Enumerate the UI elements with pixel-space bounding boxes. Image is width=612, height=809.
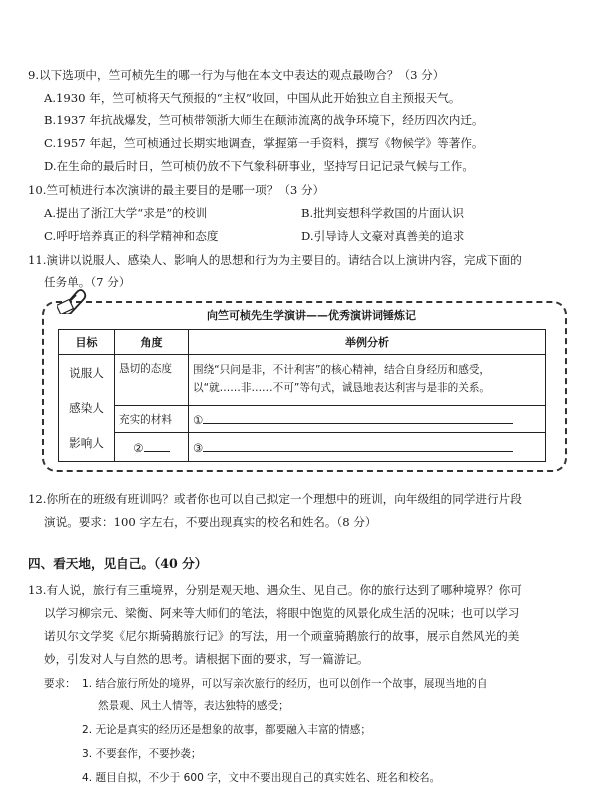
table-header-row xyxy=(59,330,546,355)
q13-line-4: 妙，引发对人与自然的思考。请根据下面的要求，写一篇游记。 xyxy=(44,652,369,666)
analysis-line-2: 以“就……非……不可”等句式，诚恳地表达利害与是非的关系。 xyxy=(193,382,491,394)
angle-cell-1: 恳切的态度 xyxy=(115,355,189,406)
q9-option-c: C.1957 年起，竺可桢通过长期实地调查，掌握第一手资料，撰写《物候学》等著作。 xyxy=(44,136,484,150)
analysis-cell-1 xyxy=(189,355,546,406)
task-table xyxy=(58,329,546,462)
analysis-line-1: 围绕“只问是非，不计利害”的核心精神，结合自身经历和感受， xyxy=(193,364,491,376)
q13-requirement-4: 4. 题目自拟，不少于 600 字，文中不要出现自己的真实姓名、班名和校名。 xyxy=(82,772,441,784)
q13-line-2: 以学习柳宗元、梁衡、阿来等大师们的笔法，将眼中饱览的风景化成生活的况味；也可以学习 xyxy=(44,606,520,620)
table-row xyxy=(59,355,546,406)
q13-requirement-1: 1. 结合旅行所处的境界，可以写亲次旅行的经历，也可以创作一个故事，展现当地的自 xyxy=(82,678,488,690)
analysis-cell-2[interactable] xyxy=(189,406,546,433)
q10-option-b: B.批判妄想科学救国的片面认识 xyxy=(301,206,464,220)
q9-stem: 9.以下选项中，竺可桢先生的哪一行为与他在本文中表达的观点最吻合？（3 分） xyxy=(28,68,445,82)
q10-stem: 10.竺可桢进行本次演讲的最主要目的是哪一项？（3 分） xyxy=(28,183,325,197)
answer-blank-2[interactable] xyxy=(144,439,170,452)
q13-requirement-1-cont: 然景观、风土人情等，表达独特的感受； xyxy=(98,700,289,712)
q9-option-d: D.在生命的最后时日，竺可桢仍放不下气象科研事业，坚持写日记记录气候与工作。 xyxy=(44,159,474,173)
goal-influence: 影响人 xyxy=(69,435,104,450)
paperclip-icon xyxy=(57,288,87,314)
answer-blank-3[interactable] xyxy=(203,439,513,452)
angle-cell-3[interactable] xyxy=(115,433,189,462)
table-row xyxy=(59,406,546,433)
header-angle: 角度 xyxy=(115,330,189,355)
q11-prompt-line-2: 任务单。（7 分） xyxy=(44,275,131,289)
table-row xyxy=(59,433,546,462)
q12-prompt-line-1: 12.你所在的班级有班训吗？或者你也可以自己拟定一个理想中的班训，向年级组的同学进行片段 xyxy=(28,492,522,506)
analysis-cell-3[interactable] xyxy=(189,433,546,462)
angle-cell-2: 充实的材料 xyxy=(115,406,189,433)
q13-line-1: 13.有人说，旅行有三重境界，分别是观天地、遇众生、见自己。你的旅行达到了哪种境界？你可 xyxy=(28,583,522,597)
blank-marker-1: ① xyxy=(193,413,204,427)
blank-marker-3: ③ xyxy=(193,441,204,455)
q13-requirement-2: 2. 无论是真实的经历还是想象的故事，都要融入丰富的情感； xyxy=(82,724,371,736)
q13-requirements-label: 要求： xyxy=(44,678,76,690)
task-card-title: 向竺可桢先生学演讲——优秀演讲词锤炼记 xyxy=(207,309,416,322)
goals-cell xyxy=(59,355,115,462)
q13-line-3: 诺贝尔文学奖《尼尔斯骑鹅旅行记》的写法，用一个顽童骑鹅旅行的故事，展示自然风光的美 xyxy=(44,629,520,643)
q10-option-a: A.提出了浙江大学“求是”的校训 xyxy=(44,206,208,220)
q10-option-d: D.引导诗人文豪对真善美的追求 xyxy=(301,229,465,243)
q11-prompt-line-1: 11.演讲以说服人、感染人、影响人的思想和行为为主要目的。请结合以上演讲内容，完成下面的 xyxy=(28,253,522,267)
section-4-heading: 四、看天地，见自己。（40 分） xyxy=(28,556,208,571)
q13-requirement-3: 3. 不要套作，不要抄袭； xyxy=(82,748,202,760)
q10-option-c: C.呼吁培养真正的科学精神和态度 xyxy=(44,229,219,243)
goal-move: 感染人 xyxy=(69,400,104,415)
q12-prompt-line-2: 演说。要求：100 字左右，不要出现真实的校名和姓名。（8 分） xyxy=(44,515,377,529)
q9-option-a: A.1930 年，竺可桢将天气预报的“主权”收回，中国从此开始独立自主预报天气。 xyxy=(44,91,461,105)
q9-option-b: B.1937 年抗战爆发，竺可桢带领浙大师生在颠沛流离的战争环境下，经历四次内迁。 xyxy=(44,113,484,127)
goal-persuade: 说服人 xyxy=(69,365,104,380)
header-analysis: 举例分析 xyxy=(189,330,546,355)
header-goal: 目标 xyxy=(59,330,115,355)
answer-blank-1[interactable] xyxy=(203,411,513,424)
blank-marker-2: ② xyxy=(133,441,144,455)
